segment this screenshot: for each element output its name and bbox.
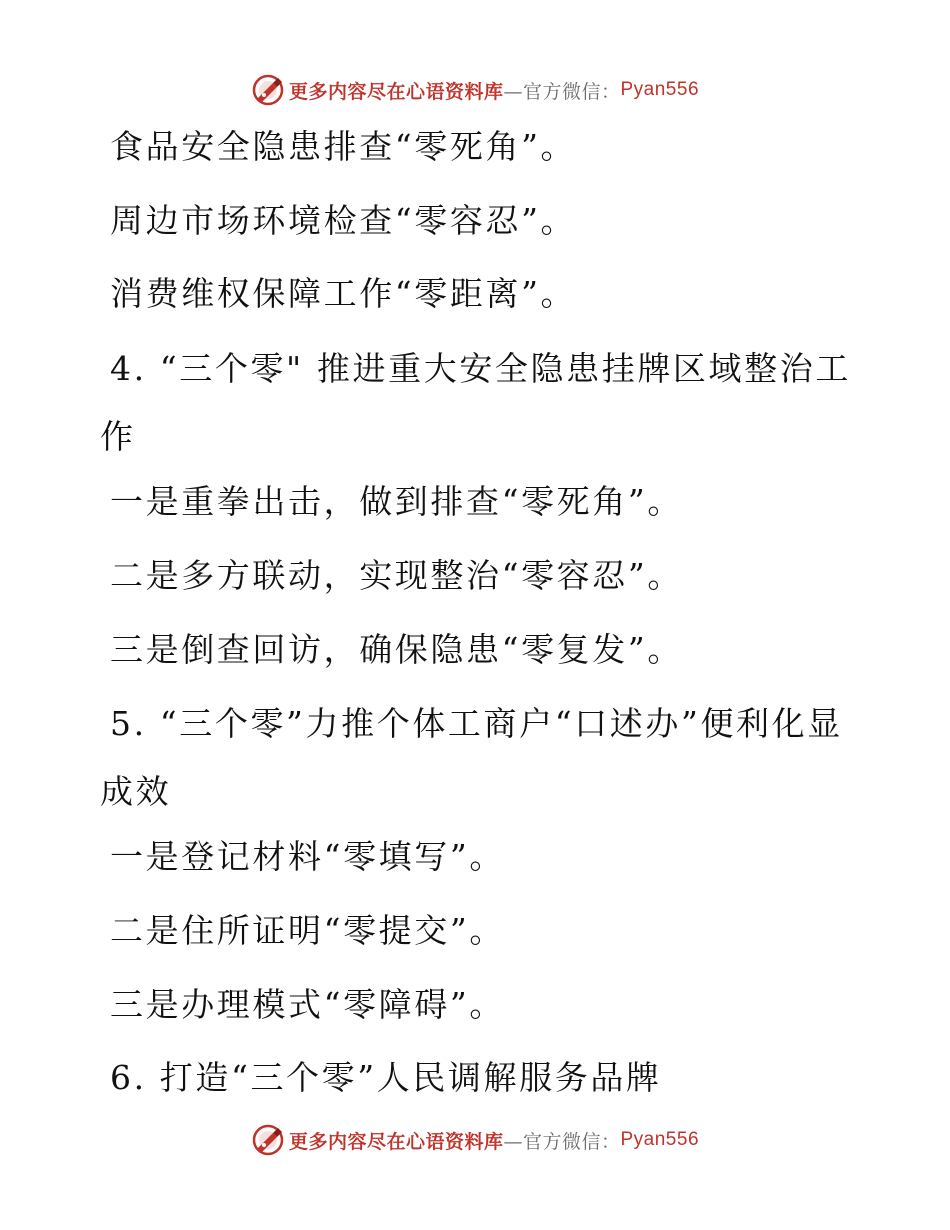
pen-logo-icon <box>251 1123 285 1157</box>
text-line: 食品安全隐患排查“零死角”。 <box>110 127 577 166</box>
text-line: 三是倒查回访，确保隐患“零复发”。 <box>110 630 683 669</box>
text-line: 一是登记材料“零填写”。 <box>110 837 505 876</box>
watermark-title: 更多内容尽在心语资料库 <box>288 80 504 103</box>
watermark-wechat-id: Pyan556 <box>620 1129 700 1150</box>
section-heading: 5. “三个零”力推个体工商户“口述办”便利化显成效 <box>100 704 843 811</box>
watermark-wechat-id: Pyan556 <box>620 79 700 100</box>
text-line: 二是住所证明“零提交”。 <box>110 911 505 950</box>
text-line: 消费维权保障工作“零距离”。 <box>110 274 577 313</box>
watermark-header <box>0 70 950 110</box>
text-line: 三是办理模式“零障碍”。 <box>110 985 505 1024</box>
section-heading: 6. 打造“三个零”人民调解服务品牌 <box>110 1058 662 1097</box>
text-line: 一是重拳出击，做到排查“零死角”。 <box>110 482 683 521</box>
watermark-footer <box>0 1120 950 1160</box>
watermark-wechat-label: —官方微信： <box>503 80 621 103</box>
text-line: 二是多方联动，实现整治“零容忍”。 <box>110 556 683 595</box>
section-heading: 4. “三个零" 推进重大安全隐患挂牌区域整治工作 <box>100 349 851 456</box>
watermark-title: 更多内容尽在心语资料库 <box>288 1130 504 1153</box>
watermark-wechat-label: —官方微信： <box>503 1130 621 1153</box>
text-line: 周边市场环境检查“零容忍”。 <box>110 201 577 240</box>
pen-logo-icon <box>251 73 285 107</box>
